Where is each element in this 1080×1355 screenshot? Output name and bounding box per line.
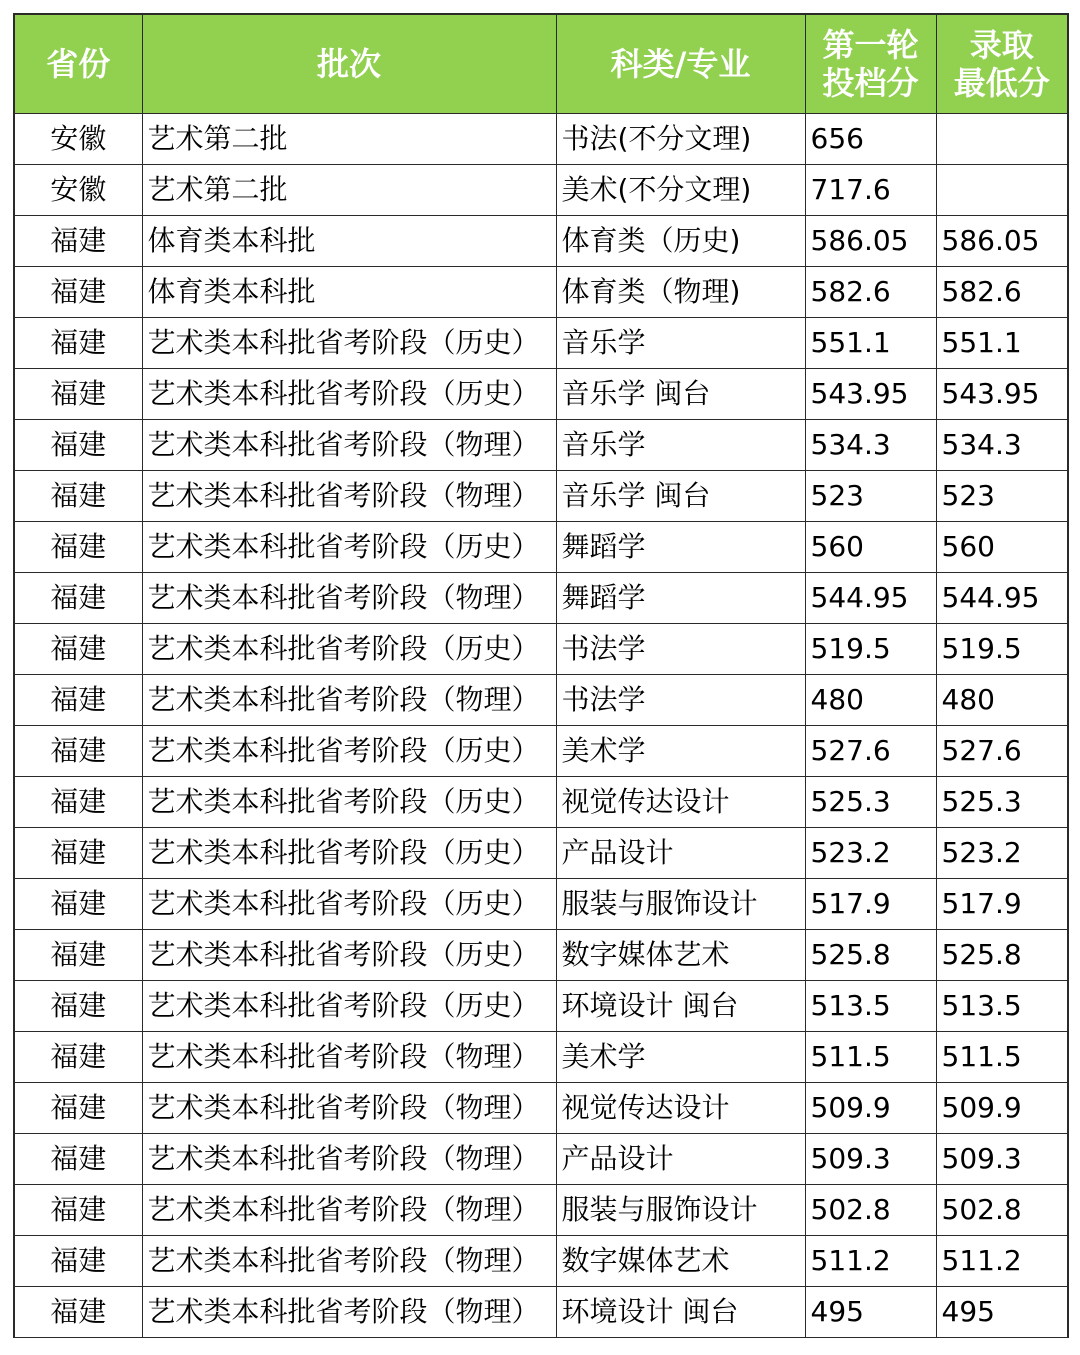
header-batch: 批次 [142, 14, 556, 114]
cell-province: 福建 [14, 471, 142, 522]
cell-major: 美术(不分文理) [556, 165, 805, 216]
cell-major: 音乐学 [556, 318, 805, 369]
cell-major: 书法学 [556, 675, 805, 726]
cell-province: 福建 [14, 828, 142, 879]
admission-score-table [13, 13, 1069, 1338]
cell-min-score: 509.3 [936, 1134, 1068, 1185]
cell-min-score: 495 [936, 1287, 1068, 1338]
table-row [14, 828, 1068, 879]
cell-first-round-score: 509.3 [805, 1134, 936, 1185]
cell-major: 环境设计 闽台 [556, 1287, 805, 1338]
cell-first-round-score: 513.5 [805, 981, 936, 1032]
cell-min-score: 480 [936, 675, 1068, 726]
cell-province: 福建 [14, 981, 142, 1032]
cell-major: 产品设计 [556, 828, 805, 879]
table-body [14, 114, 1068, 1338]
table-row [14, 1134, 1068, 1185]
cell-first-round-score: 656 [805, 114, 936, 165]
header-major: 科类/专业 [556, 14, 805, 114]
table-row [14, 420, 1068, 471]
cell-min-score: 551.1 [936, 318, 1068, 369]
cell-major: 服装与服饰设计 [556, 879, 805, 930]
header-row [14, 14, 1068, 114]
cell-province: 福建 [14, 726, 142, 777]
header-min-score-line1: 录取 [969, 25, 1034, 64]
cell-province: 福建 [14, 420, 142, 471]
cell-province: 福建 [14, 216, 142, 267]
cell-min-score [936, 165, 1068, 216]
header-first-round-score [805, 14, 936, 114]
cell-first-round-score: 560 [805, 522, 936, 573]
cell-batch: 艺术类本科批省考阶段（物理） [142, 1134, 556, 1185]
cell-first-round-score: 544.95 [805, 573, 936, 624]
table-row [14, 981, 1068, 1032]
cell-major: 数字媒体艺术 [556, 930, 805, 981]
cell-first-round-score: 543.95 [805, 369, 936, 420]
table-row [14, 114, 1068, 165]
cell-batch: 艺术第二批 [142, 114, 556, 165]
cell-province: 福建 [14, 369, 142, 420]
cell-first-round-score: 527.6 [805, 726, 936, 777]
cell-province: 福建 [14, 1185, 142, 1236]
cell-batch: 艺术类本科批省考阶段（历史） [142, 522, 556, 573]
cell-major: 音乐学 闽台 [556, 369, 805, 420]
cell-min-score: 586.05 [936, 216, 1068, 267]
table-row [14, 471, 1068, 522]
cell-batch: 艺术类本科批省考阶段（物理） [142, 1287, 556, 1338]
cell-province: 福建 [14, 675, 142, 726]
table-row [14, 573, 1068, 624]
cell-major: 服装与服饰设计 [556, 1185, 805, 1236]
cell-min-score: 582.6 [936, 267, 1068, 318]
cell-min-score: 509.9 [936, 1083, 1068, 1134]
table-row [14, 522, 1068, 573]
cell-batch: 艺术类本科批省考阶段（物理） [142, 1083, 556, 1134]
cell-province: 福建 [14, 930, 142, 981]
cell-first-round-score: 525.3 [805, 777, 936, 828]
cell-batch: 艺术第二批 [142, 165, 556, 216]
table-row [14, 624, 1068, 675]
cell-batch: 艺术类本科批省考阶段（历史） [142, 726, 556, 777]
cell-province: 福建 [14, 1287, 142, 1338]
table-row [14, 879, 1068, 930]
cell-min-score: 511.2 [936, 1236, 1068, 1287]
cell-batch: 艺术类本科批省考阶段（物理） [142, 1236, 556, 1287]
cell-first-round-score: 534.3 [805, 420, 936, 471]
cell-major: 舞蹈学 [556, 573, 805, 624]
cell-first-round-score: 582.6 [805, 267, 936, 318]
cell-min-score: 534.3 [936, 420, 1068, 471]
table-row [14, 1083, 1068, 1134]
table-row [14, 1236, 1068, 1287]
cell-first-round-score: 523.2 [805, 828, 936, 879]
header-first-round-line2: 投档分 [822, 64, 919, 102]
cell-batch: 艺术类本科批省考阶段（历史） [142, 624, 556, 675]
cell-first-round-score: 509.9 [805, 1083, 936, 1134]
cell-batch: 艺术类本科批省考阶段（历史） [142, 828, 556, 879]
cell-batch: 艺术类本科批省考阶段（历史） [142, 981, 556, 1032]
cell-province: 福建 [14, 1083, 142, 1134]
cell-first-round-score: 523 [805, 471, 936, 522]
cell-province: 福建 [14, 267, 142, 318]
cell-first-round-score: 551.1 [805, 318, 936, 369]
cell-first-round-score: 517.9 [805, 879, 936, 930]
cell-first-round-score: 525.8 [805, 930, 936, 981]
cell-major: 产品设计 [556, 1134, 805, 1185]
cell-first-round-score: 519.5 [805, 624, 936, 675]
cell-min-score: 519.5 [936, 624, 1068, 675]
cell-major: 音乐学 [556, 420, 805, 471]
table-row [14, 726, 1068, 777]
cell-min-score: 525.8 [936, 930, 1068, 981]
cell-province: 福建 [14, 879, 142, 930]
cell-batch: 艺术类本科批省考阶段（历史） [142, 369, 556, 420]
cell-first-round-score: 511.2 [805, 1236, 936, 1287]
header-min-score-line2: 最低分 [953, 64, 1050, 102]
cell-min-score [936, 114, 1068, 165]
cell-batch: 艺术类本科批省考阶段（物理） [142, 1185, 556, 1236]
cell-first-round-score: 495 [805, 1287, 936, 1338]
cell-first-round-score: 480 [805, 675, 936, 726]
cell-province: 福建 [14, 318, 142, 369]
cell-batch: 体育类本科批 [142, 267, 556, 318]
cell-first-round-score: 586.05 [805, 216, 936, 267]
cell-min-score: 513.5 [936, 981, 1068, 1032]
cell-min-score: 523 [936, 471, 1068, 522]
cell-batch: 艺术类本科批省考阶段（历史） [142, 930, 556, 981]
cell-min-score: 544.95 [936, 573, 1068, 624]
cell-min-score: 502.8 [936, 1185, 1068, 1236]
cell-major: 美术学 [556, 1032, 805, 1083]
cell-min-score: 517.9 [936, 879, 1068, 930]
cell-province: 安徽 [14, 114, 142, 165]
cell-major: 视觉传达设计 [556, 777, 805, 828]
cell-province: 福建 [14, 573, 142, 624]
cell-province: 福建 [14, 522, 142, 573]
table-row [14, 1185, 1068, 1236]
table-row [14, 930, 1068, 981]
cell-major: 视觉传达设计 [556, 1083, 805, 1134]
cell-first-round-score: 511.5 [805, 1032, 936, 1083]
cell-batch: 艺术类本科批省考阶段（物理） [142, 1032, 556, 1083]
cell-first-round-score: 717.6 [805, 165, 936, 216]
cell-min-score: 543.95 [936, 369, 1068, 420]
cell-province: 福建 [14, 624, 142, 675]
table-row [14, 216, 1068, 267]
header-first-round-line1: 第一轮 [822, 25, 919, 64]
cell-province: 安徽 [14, 165, 142, 216]
cell-major: 美术学 [556, 726, 805, 777]
header-province: 省份 [14, 14, 142, 114]
table-row [14, 675, 1068, 726]
cell-first-round-score: 502.8 [805, 1185, 936, 1236]
cell-major: 体育类（历史) [556, 216, 805, 267]
cell-batch: 艺术类本科批省考阶段（物理） [142, 573, 556, 624]
table-row [14, 318, 1068, 369]
cell-major: 音乐学 闽台 [556, 471, 805, 522]
cell-major: 书法(不分文理) [556, 114, 805, 165]
cell-batch: 艺术类本科批省考阶段（历史） [142, 318, 556, 369]
table-row [14, 1287, 1068, 1338]
cell-min-score: 511.5 [936, 1032, 1068, 1083]
cell-min-score: 560 [936, 522, 1068, 573]
cell-min-score: 525.3 [936, 777, 1068, 828]
cell-min-score: 527.6 [936, 726, 1068, 777]
cell-province: 福建 [14, 777, 142, 828]
cell-province: 福建 [14, 1032, 142, 1083]
cell-major: 书法学 [556, 624, 805, 675]
cell-major: 数字媒体艺术 [556, 1236, 805, 1287]
table-row [14, 267, 1068, 318]
header-min-score [936, 14, 1068, 114]
cell-major: 体育类（物理) [556, 267, 805, 318]
cell-batch: 艺术类本科批省考阶段（物理） [142, 471, 556, 522]
cell-major: 舞蹈学 [556, 522, 805, 573]
table-row [14, 1032, 1068, 1083]
table-row [14, 165, 1068, 216]
cell-batch: 艺术类本科批省考阶段（物理） [142, 420, 556, 471]
cell-province: 福建 [14, 1134, 142, 1185]
cell-province: 福建 [14, 1236, 142, 1287]
table-header [14, 14, 1068, 114]
cell-batch: 艺术类本科批省考阶段（历史） [142, 879, 556, 930]
cell-batch: 体育类本科批 [142, 216, 556, 267]
table-row [14, 369, 1068, 420]
cell-min-score: 523.2 [936, 828, 1068, 879]
table-row [14, 777, 1068, 828]
cell-batch: 艺术类本科批省考阶段（物理） [142, 675, 556, 726]
cell-major: 环境设计 闽台 [556, 981, 805, 1032]
cell-batch: 艺术类本科批省考阶段（历史） [142, 777, 556, 828]
